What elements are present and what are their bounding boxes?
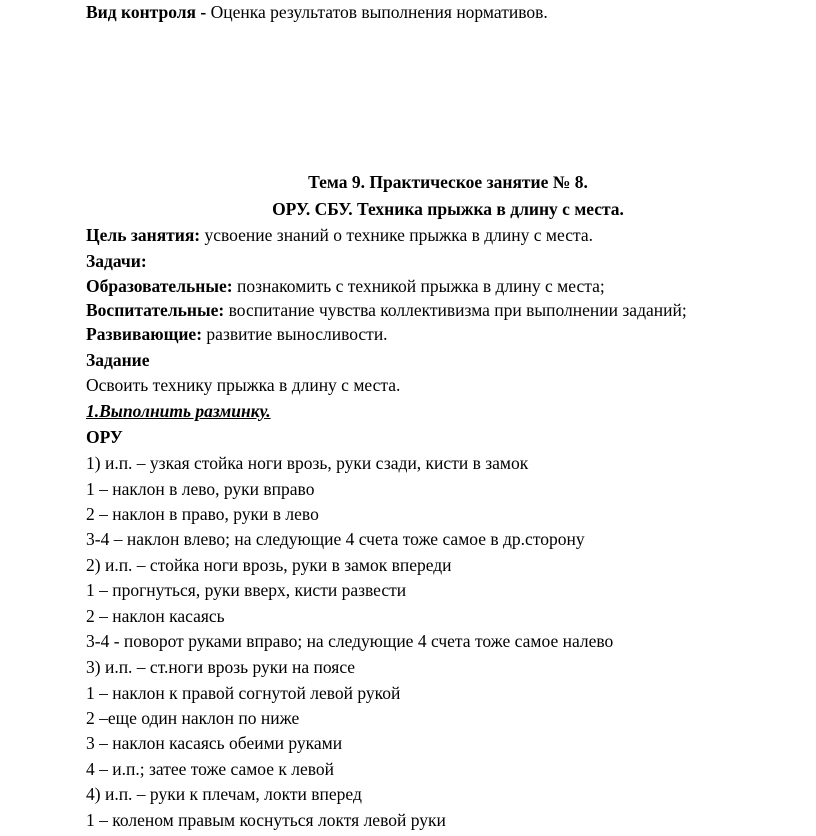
exercise-line: 2 – наклон касаясь [86,606,225,626]
control-type-label: Вид контроля - [86,2,207,22]
developing-label: Развивающие: [86,324,203,344]
educational-task-line [86,278,605,296]
upbringing-label: Воспитательные: [86,300,225,320]
exercise-line: 2 – наклон в право, руки в лево [86,504,319,524]
exercise-line: 2) и.п. – стойка ноги врозь, руки в замок впереди [86,555,452,575]
exercise-line: 4 – и.п.; затее тоже самое к левой [86,759,335,779]
exercise-line: 4) и.п. – руки к плечам, локти вперед [86,784,362,804]
assignment-text: Освоить технику прыжка в длину с места. [86,375,401,395]
goal-line [86,227,593,245]
exercise-line: 1) и.п. – узкая стойка ноги врозь, руки сзади, кисти в замок [86,453,529,473]
upbringing-value: воспитание чувства коллективизма при выполнении заданий; [224,300,687,320]
control-type-line [86,4,548,22]
control-type-value: Оценка результатов выполнения нормативов. [206,2,548,22]
developing-task-line [86,326,388,344]
goal-label: Цель занятия: [86,225,201,245]
exercise-line: 3-4 - поворот руками вправо; на следующие 4 счета тоже самое налево [86,631,614,651]
exercise-line: 1 – наклон к правой согнутой левой рукой [86,683,401,703]
educational-label: Образовательные: [86,276,233,296]
warmup-heading: 1.Выполнить разминку. [86,401,271,421]
lesson-subtitle: ОРУ. СБУ. Техника прыжка в длину с места. [272,199,624,219]
exercise-line: 1 – коленом правым коснуться локтя левой руки [86,810,446,830]
educational-value: познакомить с техникой прыжка в длину с места; [232,276,605,296]
exercise-line: 3 – наклон касаясь обеими руками [86,733,343,753]
oru-subheading: ОРУ [86,427,123,447]
exercise-line: 1 – прогнуться, руки вверх, кисти развести [86,580,407,600]
exercise-line: 3-4 – наклон влево; на следующие 4 счета тоже самое в др.сторону [86,529,585,549]
goal-value: усвоение знаний о технике прыжка в длину с места. [200,225,593,245]
exercise-line: 2 –еще один наклон по ниже [86,708,300,728]
tasks-heading: Задачи: [86,251,147,271]
exercise-line: 3) и.п. – ст.ноги врозь руки на поясе [86,657,356,677]
developing-value: развитие выносливости. [202,324,388,344]
assignment-heading: Задание [86,350,150,370]
exercise-line: 1 – наклон в лево, руки вправо [86,479,315,499]
upbringing-task-line [86,302,687,320]
lesson-title: Тема 9. Практическое занятие № 8. [308,172,588,192]
